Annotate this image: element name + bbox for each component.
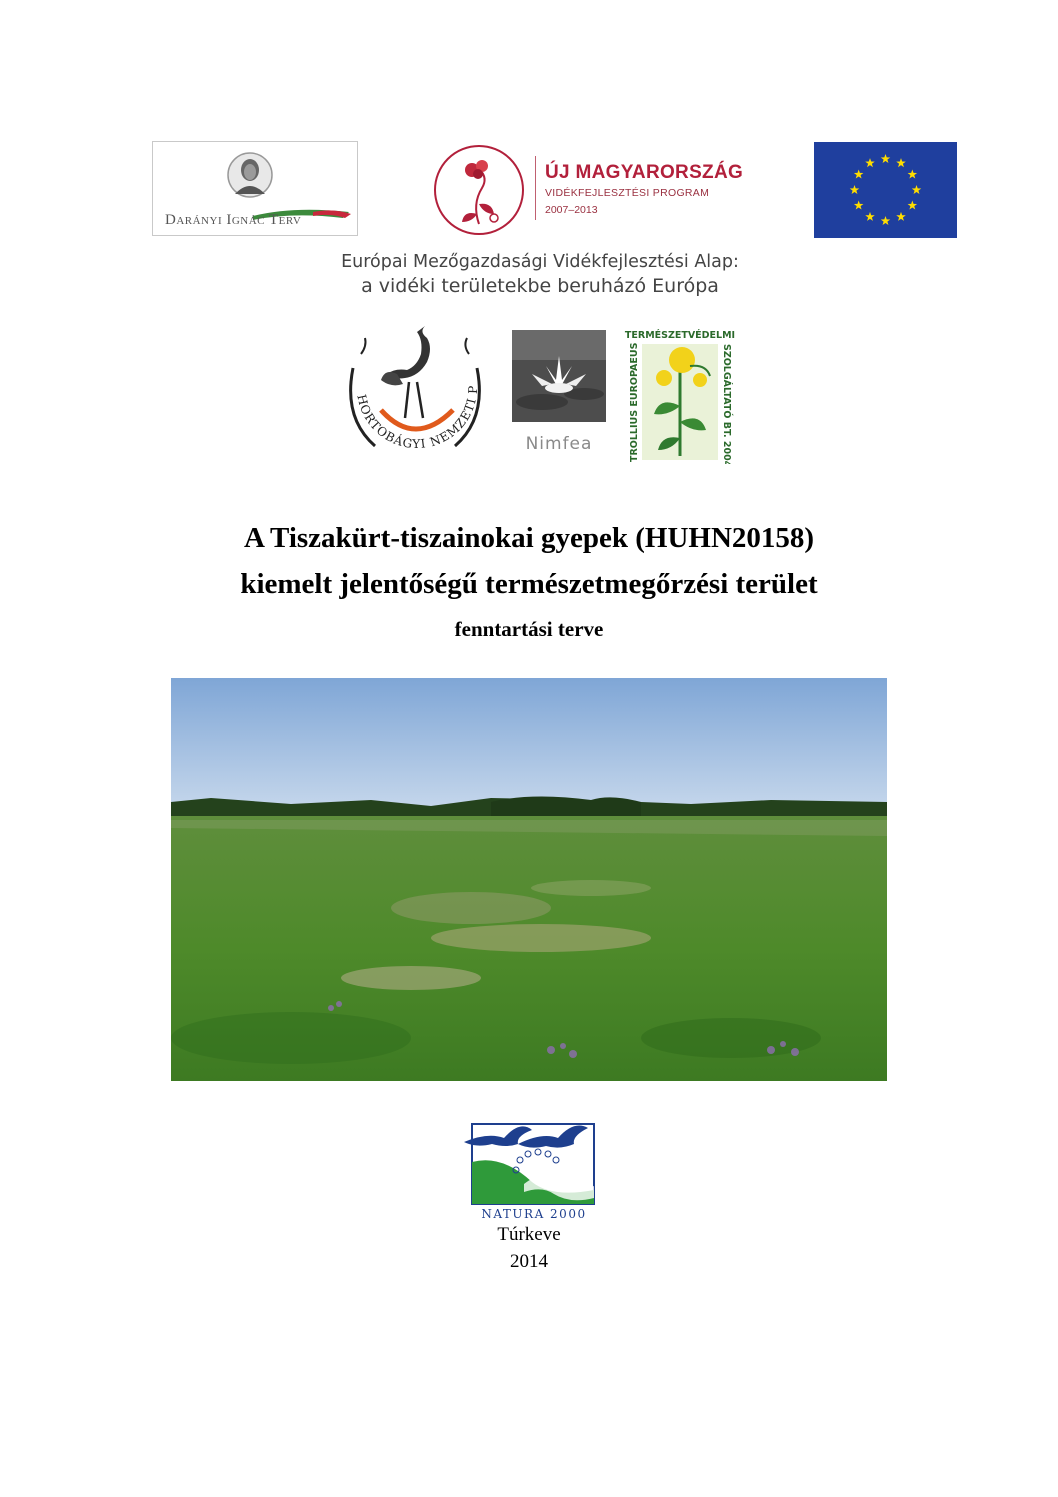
- grassland-photo: [171, 678, 887, 1081]
- portrait-icon: [227, 150, 273, 200]
- emva-line-1: Európai Mezőgazdasági Vidékfejlesztési Alap:: [341, 252, 739, 272]
- emva-text: [300, 252, 780, 297]
- crane-emblem-icon: [335, 318, 495, 468]
- nimfea-logo: [512, 330, 606, 462]
- eu-star-icon: [865, 212, 875, 221]
- trollius-left-text: TROLLIUS EUROPAEUS: [629, 342, 640, 462]
- water-lily-icon: [512, 330, 606, 422]
- eu-star-icon: [854, 201, 864, 210]
- emva-line-2: a vidéki területekbe beruházó Európa: [361, 275, 719, 297]
- document-subtitle: fenntartási terve: [454, 617, 604, 641]
- natura-2000-logo: [462, 1114, 598, 1220]
- document-title-line-2: kiemelt jelentőségű természetmegőrzési terület: [240, 568, 818, 600]
- trollius-flower-icon: [624, 326, 736, 464]
- flower-emblem-icon: [432, 144, 528, 236]
- document-title-line-1: A Tiszakürt-tiszainokai gyepek (HUHN20158): [243, 522, 815, 554]
- landscape-image: [171, 678, 887, 1081]
- natura-2000-icon: [462, 1114, 598, 1220]
- uj-magyarorszag-title: ÚJ MAGYARORSZÁG: [545, 162, 744, 183]
- eu-stars: [814, 142, 957, 238]
- daranyi-label: Darányi Ignác Terv: [165, 212, 302, 228]
- eu-star-icon: [854, 170, 864, 179]
- publication-year: 2014: [510, 1251, 548, 1272]
- eu-star-icon: [850, 185, 860, 194]
- place-name: Túrkeve: [497, 1224, 561, 1245]
- eu-star-icon: [881, 154, 891, 163]
- uj-magyarorszag-logo: [432, 144, 752, 236]
- divider: [535, 156, 536, 220]
- hortobagyi-nemzeti-park-logo: [335, 318, 495, 468]
- daranyi-ignac-terv-logo: [152, 141, 358, 236]
- trollius-top-text: TERMÉSZETVÉDELMI: [624, 330, 736, 341]
- natura-label: NATURA 2000: [481, 1207, 587, 1220]
- eu-star-icon: [908, 170, 918, 179]
- trollius-logo: [624, 326, 736, 464]
- eu-star-icon: [908, 201, 918, 210]
- nimfea-name: Nimfea: [525, 434, 593, 454]
- program-years: 2007–2013: [545, 204, 598, 216]
- trollius-right-text: SZOLGÁLTATÓ BT. 2004: [721, 344, 732, 464]
- eu-star-icon: [896, 158, 906, 167]
- eu-star-icon: [912, 185, 922, 194]
- eu-star-icon: [881, 216, 891, 225]
- hnp-arc-text: HORTOBÁGYI NEMZETI P: [354, 385, 481, 452]
- eu-flag-icon: [814, 142, 957, 238]
- eu-star-icon: [865, 158, 875, 167]
- program-label: VIDÉKFEJLESZTÉSI PROGRAM: [545, 187, 710, 199]
- eu-star-icon: [896, 212, 906, 221]
